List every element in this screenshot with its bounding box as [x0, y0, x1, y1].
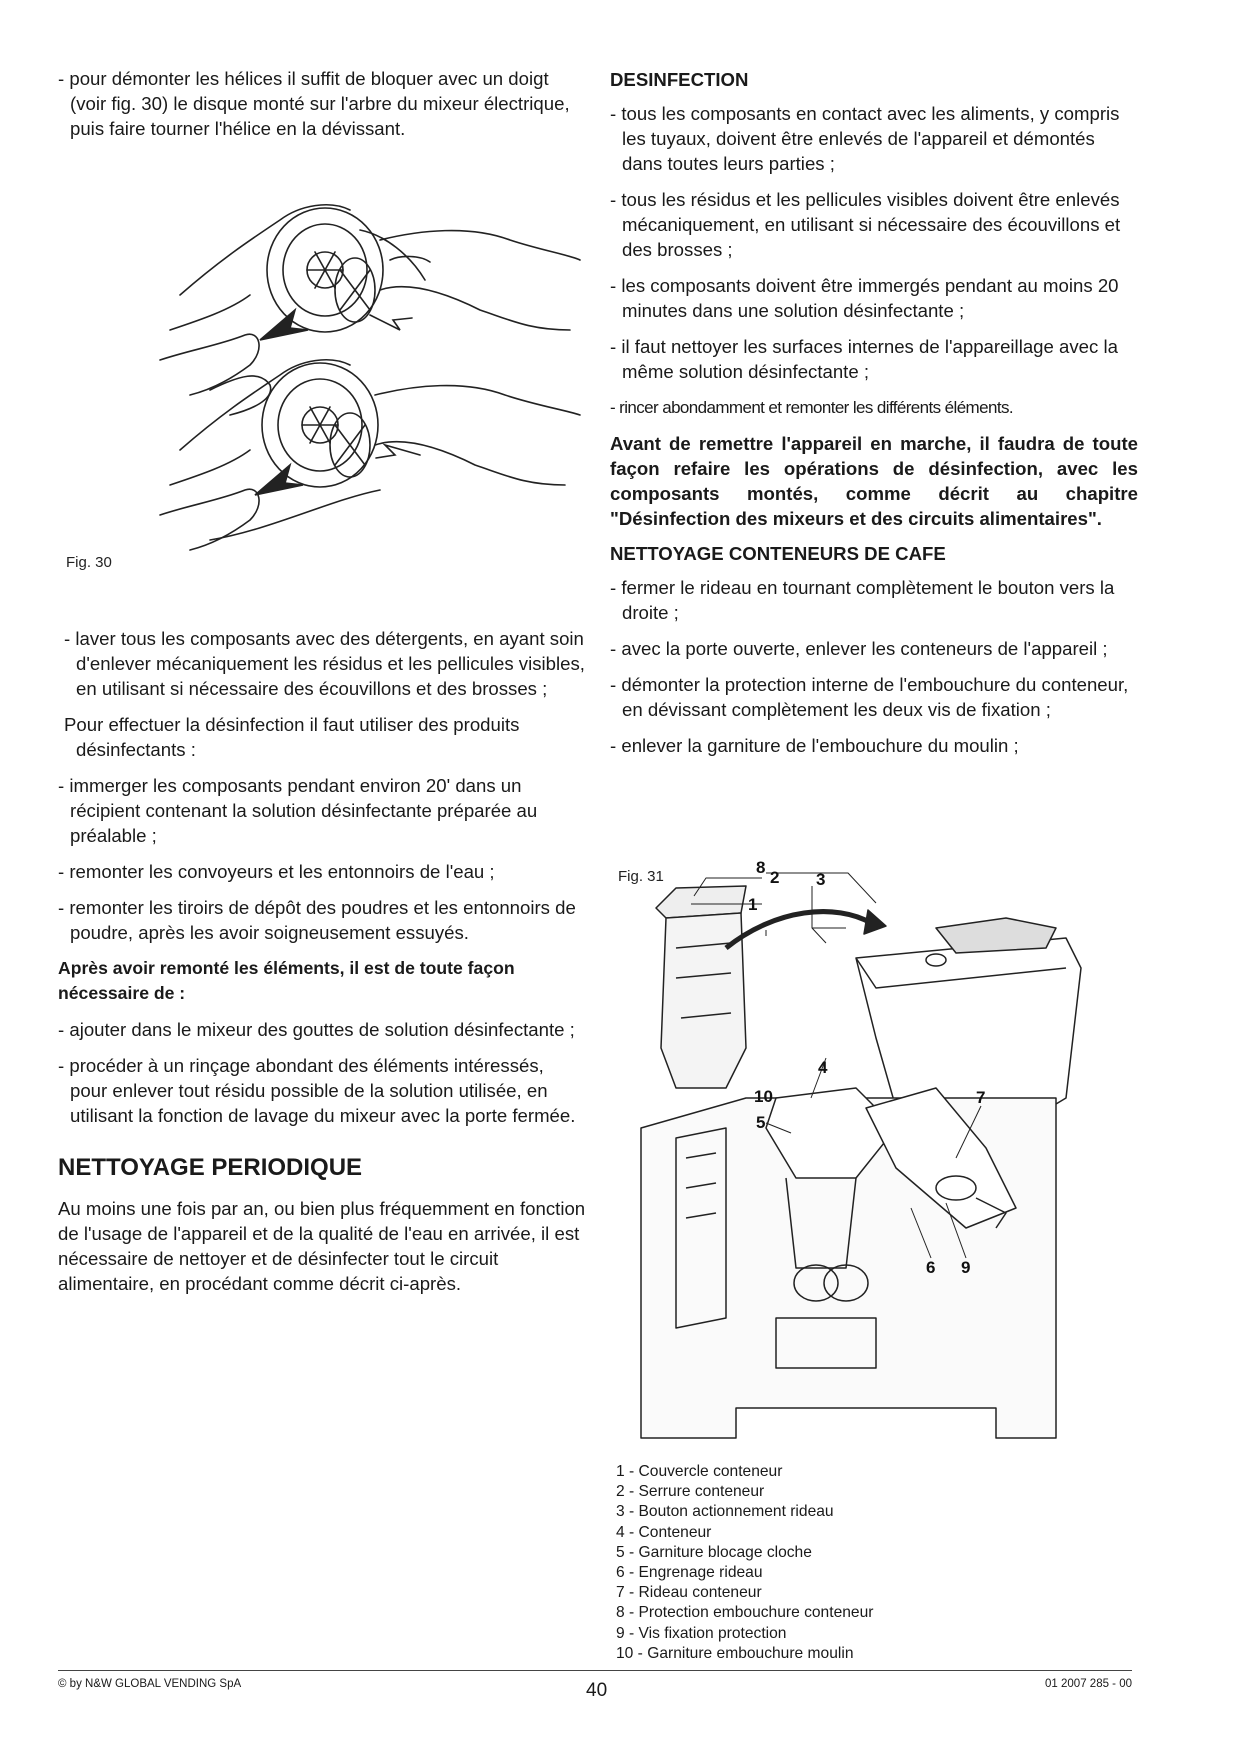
heading-desinfection: DESINFECTION — [610, 69, 749, 90]
callout-10: 10 — [754, 1087, 773, 1106]
legend-item: 4 - Conteneur — [616, 1523, 712, 1541]
callout-7: 7 — [976, 1088, 986, 1107]
page-number: 40 — [586, 1680, 608, 1701]
left-column-lower — [58, 626, 586, 1307]
legend-item: 9 - Vis fixation protection — [616, 1624, 787, 1642]
callout-5: 5 — [756, 1113, 766, 1132]
left-paragraph-7: - ajouter dans le mixeur des gouttes de solution désinfectante ; — [58, 1019, 575, 1040]
footer-copyright: © by N&W GLOBAL VENDING SpA — [58, 1678, 242, 1690]
legend-item: 10 - Garniture embouchure moulin — [616, 1644, 854, 1662]
callout-3: 3 — [816, 870, 826, 889]
fig-31-legend — [616, 1462, 873, 1664]
footer-divider — [58, 1670, 1132, 1671]
legend-item: 1 - Couvercle conteneur — [616, 1463, 783, 1480]
footer-docref: 01 2007 285 - 00 — [1045, 1678, 1132, 1690]
left-paragraph-5: - remonter les tiroirs de dépôt des poudres et les entonnoirs de poudre, après les avoir soigneusement essuyés. — [58, 897, 576, 943]
left-paragraph-8: - procéder à un rinçage abondant des éléments intéressés, pour enlever tout résidu possible de la solution utilisée, en utilisant la fonction de lavage du mixeur avec la porte fermée. — [58, 1055, 576, 1126]
right-paragraph-c2: - avec la porte ouverte, enlever les conteneurs de l'appareil ; — [610, 638, 1108, 659]
legend-item: 2 - Serrure conteneur — [616, 1483, 765, 1501]
legend-item: 8 - Protection embouchure conteneur — [616, 1604, 874, 1622]
callout-8: 8 — [756, 858, 766, 877]
right-paragraph-d6: Avant de remettre l'appareil en marche, il faudra de toute façon refaire les opérations de désinfection, avec les composants montés, comme décrit au chapitre "Désinfection des mixeurs et des circuits alimentaires". — [610, 433, 1138, 529]
callout-2: 2 — [770, 868, 780, 887]
fig-31-illustration — [636, 848, 1126, 1448]
left-paragraph-9: Au moins une fois par an, ou bien plus fréquemment en fonction de l'usage de l'appareil et de la qualité de l'eau en arrivée, il est nécessaire de nettoyer et de désinfecter tout le circuit alimentaire, en procédant comme décrit ci-après. — [58, 1198, 586, 1294]
intro-paragraph: - pour démonter les hélices il suffit de bloquer avec un doigt (voir fig. 30) le disque monté sur l'arbre du mixeur électrique, puis faire tourner l'hélice en la dévissant. — [58, 68, 570, 139]
right-paragraph-c1: - fermer le rideau en tournant complètement le bouton vers la droite ; — [610, 577, 1115, 623]
right-paragraph-d2: - tous les résidus et les pellicules visibles doivent être enlevés mécaniquement, en utilisant si nécessaire des écouvillons et des brosses ; — [610, 189, 1121, 260]
legend-item: 6 - Engrenage rideau — [616, 1564, 763, 1582]
left-paragraph-3: - immerger les composants pendant environ 20' dans un récipient contenant la solution désinfectante préparée au préalable ; — [58, 775, 538, 846]
right-paragraph-d3: - les composants doivent être immergés pendant au moins 20 minutes dans une solution désinfectante ; — [610, 275, 1119, 321]
callout-4: 4 — [818, 1058, 828, 1077]
heading-nettoyage-periodique: NETTOYAGE PERIODIQUE — [58, 1154, 363, 1181]
right-paragraph-c4: - enlever la garniture de l'embouchure du moulin ; — [610, 735, 1019, 756]
legend-item: 7 - Rideau conteneur — [616, 1584, 762, 1602]
right-paragraph-d1: - tous les composants en contact avec les aliments, y compris les tuyaux, doivent être enlevés de l'appareil et démontés dans toutes leurs parties ; — [610, 103, 1120, 174]
fig-30-illustration — [150, 200, 590, 570]
legend-item: 3 - Bouton actionnement rideau — [616, 1503, 834, 1521]
fig-31-label: Fig. 31 — [618, 868, 664, 885]
right-paragraph-c3: - démonter la protection interne de l'embouchure du conteneur, en dévissant complètement les deux vis de fixation ; — [610, 674, 1129, 720]
right-column — [610, 66, 1138, 769]
left-column — [58, 66, 586, 152]
left-paragraph-6: Après avoir remonté les éléments, il est de toute façon nécessaire de : — [58, 958, 515, 1003]
callout-6: 6 — [926, 1258, 936, 1277]
fig-30-label: Fig. 30 — [66, 554, 112, 571]
callout-9: 9 — [961, 1258, 971, 1277]
left-paragraph-4: - remonter les convoyeurs et les entonnoirs de l'eau ; — [58, 861, 495, 882]
legend-item: 5 - Garniture blocage cloche — [616, 1543, 812, 1561]
left-paragraph-2: Pour effectuer la désinfection il faut utiliser des produits désinfectants : — [64, 714, 520, 760]
right-paragraph-d4: - il faut nettoyer les surfaces internes de l'appareillage avec la même solution désinfectante ; — [610, 336, 1118, 382]
right-paragraph-d5: - rincer abondamment et remonter les différents éléments. — [610, 398, 1013, 417]
callout-1: 1 — [748, 895, 758, 914]
heading-nettoyage-cafe: NETTOYAGE CONTENEURS DE CAFE — [610, 543, 946, 564]
left-paragraph-1: - laver tous les composants avec des détergents, en ayant soin d'enlever mécaniquement les résidus et les pellicules visibles, en utilisant si nécessaire des écouvillons et des brosses ; — [64, 628, 585, 699]
